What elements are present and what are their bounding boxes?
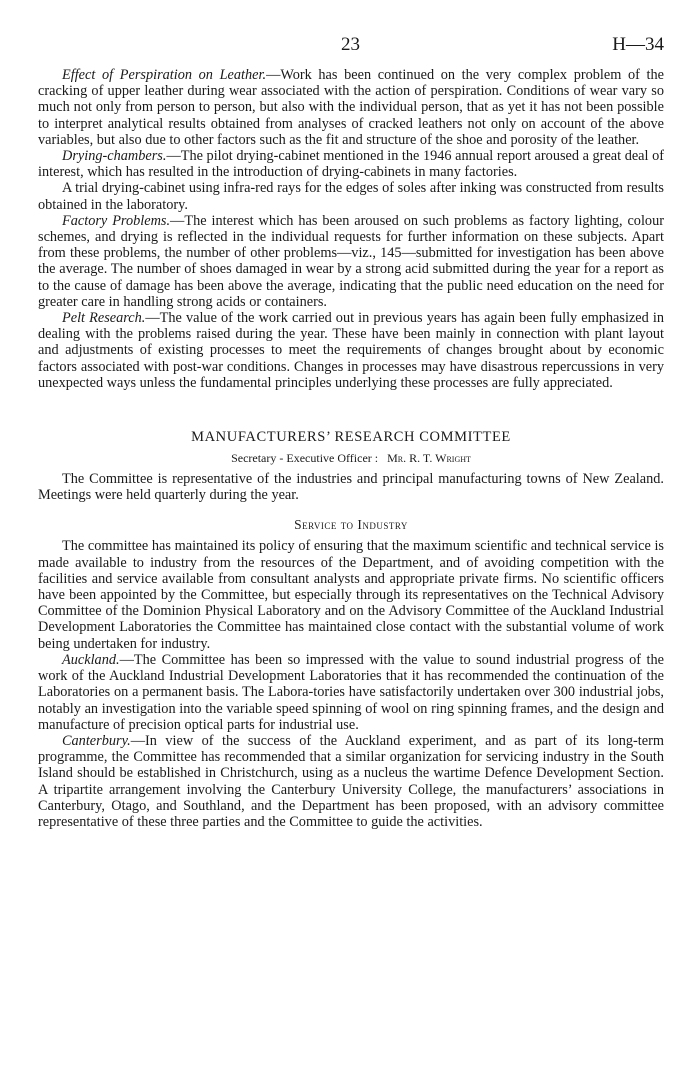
paragraph-lead: Factory Problems. <box>62 212 171 229</box>
paragraph-pelt-research <box>38 310 664 391</box>
paragraph-auckland <box>38 652 664 733</box>
paragraph-committee-policy <box>38 538 664 651</box>
paragraph-text: —The value of the work carried out in previous years has again been fully emphasized in dealing with the problems raised during the year. These have been mainly in connection with plant layout and adjustments of existing processes to meet the requirements of changes brought about by economic factors associated with post-war conditions. Changes in processes may have disastrous repercussions in very unexpected ways unless the fundamental principles underlying these processes are fully appreciated. <box>38 310 664 391</box>
secretary-label: Secretary - Executive Officer : <box>231 451 379 466</box>
page-header <box>38 28 664 54</box>
paragraph-perspiration <box>38 67 664 148</box>
document-code: H—34 <box>612 34 664 55</box>
paragraph-text: The Committee is representative of the industries and principal manufacturing towns of New Zealand. Meetings were held quarterly during the year. <box>38 471 664 504</box>
paragraph-text: —The pilot drying-cabinet mentioned in the 1946 annual report aroused a great deal of interest, which has resulted in the introduction of drying-cabinets in many factories. <box>38 148 664 181</box>
secretary-name: Mr. R. T. Wright <box>387 451 471 466</box>
paragraph-text: —In view of the success of the Auckland experiment, and as part of its long-term programme, the Committee has recommended that a similar organization for servicing industry in the South Island should be established in Christchurch, using as a nucleus the wartime Defence Development Section. A tripartite arrangement involving the Canterbury University College, the manufacturers’ associations in Canterbury, Otago, and Southland, and the Department has been proposed, with an advisory committee representative of these three parties and the Committee to guide the activities. <box>38 732 664 830</box>
paragraph-text: —Work has been continued on the very complex problem of the cracking of upper leather during wear associated with the action of perspiration. Conditions of wear vary so much not only from person to person, but also with the individual person, that as yet it has not been possible to interpret analytical results obtained from analyses of cracked leathers not only on account of the above variables, but also due to other factors such as the fit and structure of the shoe and porosity of the leather. <box>38 67 664 148</box>
paragraph-factory-problems <box>38 213 664 310</box>
paragraph-lead: Pelt Research. <box>62 310 146 327</box>
paragraph-lead: Drying-chambers. <box>62 148 167 165</box>
paragraph-drying-chambers <box>38 148 664 180</box>
section-title: MANUFACTURERS’ RESEARCH COMMITTEE <box>191 429 511 446</box>
document-page <box>38 28 664 830</box>
leather-research-section <box>38 67 664 391</box>
paragraph-text: The committee has maintained its policy of ensuring that the maximum scientific and technical service is made available to industry from the resources of the Department, and of avoiding competition with the facilities and service available from consultant analysts and appropriate private firms. No scientific officers have been appointed by the Committee, but especially through its representatives on the Technical Advisory Committee of the Dominion Physical Laboratory and on the Advisory Committee of the Auckland Industrial Development Laboratories the Committee has maintained close contact with the substantial volume of work being undertaken for industry. <box>38 538 664 652</box>
paragraph-text: A trial drying-cabinet using infra-red rays for the edges of soles after inking was constructed from results obtained in the laboratory. <box>38 180 664 213</box>
paragraph-canterbury <box>38 733 664 830</box>
paragraph-text: —The interest which has been aroused on such problems as factory lighting, colour schemes, and drying is reflected in the individual requests for further information on these subjects. Apart from these problems, the number of other problems—viz., 145—submitted for investigation has been above the average. The number of shoes damaged in wear by a strong acid submitted during the year for a report as to the cause of damage has been above the average, indicating that the public need education on the need for greater care in handling strong acids or containers. <box>38 212 664 310</box>
paragraph-trial-cabinet <box>38 180 664 212</box>
paragraph-lead: Auckland. <box>62 651 120 668</box>
paragraph-lead: Canterbury. <box>62 732 131 749</box>
service-section <box>38 538 664 830</box>
paragraph-text: —The Committee has been so impressed with the value to sound industrial progress of the work of the Auckland Industrial Development Laboratories that it has recommended the continuation of the Laboratories on a permanent basis. The Labora-tories have satisfactorily undertaken over 300 industrial jobs, notably an investigation into the variable speed spinning of wool on ring spinning frames, and the design and manufacture of precision optical parts for industrial use. <box>38 651 664 733</box>
page-number: 23 <box>341 34 360 55</box>
paragraph-committee-intro <box>38 471 664 503</box>
subsection-title: Service to Industry <box>294 517 408 533</box>
paragraph-lead: Effect of Perspiration on Leather. <box>62 67 267 83</box>
secretary-line <box>38 451 664 466</box>
